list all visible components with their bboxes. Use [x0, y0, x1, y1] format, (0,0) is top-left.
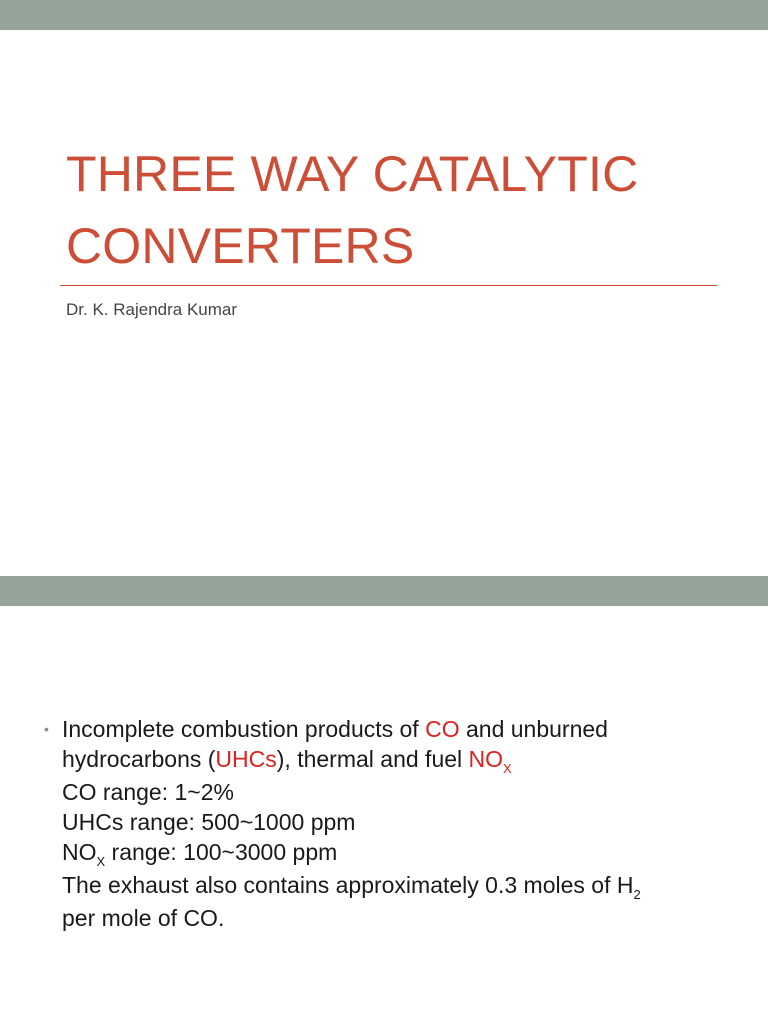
bullet-text-line-2	[44, 744, 724, 774]
text-segment: range: 100~3000 ppm	[105, 839, 338, 865]
text-segment: ), thermal and fuel	[276, 746, 469, 772]
top-header-bar	[0, 0, 768, 30]
highlight-uhcs: UHCs	[215, 746, 277, 772]
slide-title-line-2: CONVERTERS	[66, 218, 415, 274]
exhaust-line-2: per mole of CO.	[62, 905, 225, 931]
slide-body	[44, 714, 724, 933]
author-subtitle: Dr. K. Rajendra Kumar	[66, 300, 238, 319]
slide-title-line-1: THREE WAY CATALYTIC	[66, 146, 639, 202]
text-segment: hydrocarbons (	[62, 746, 216, 772]
text-segment: The exhaust also contains approximately 0.3 moles of H	[62, 872, 634, 898]
title-divider	[60, 285, 717, 286]
bullet-text	[62, 716, 608, 742]
slide-title	[66, 138, 726, 282]
text-segment: and unburned	[459, 716, 608, 742]
exhaust-line-1	[44, 870, 724, 900]
co-range-line: CO range: 1~2%	[62, 779, 234, 805]
highlight-nox-subscript: X	[503, 761, 512, 776]
bullet-icon: •	[44, 721, 49, 737]
text-segment: Incomplete combustion products of	[62, 716, 426, 742]
uhc-range-line: UHCs range: 500~1000 ppm	[62, 809, 356, 835]
text-segment: NO	[62, 839, 97, 865]
slide-separator-bar	[0, 576, 768, 606]
h2-subscript: 2	[633, 887, 641, 902]
nox-subscript: X	[96, 854, 106, 869]
bullet-item	[44, 714, 724, 744]
highlight-co: CO	[425, 716, 460, 742]
nox-range-line	[44, 837, 724, 867]
highlight-nox: NO	[468, 746, 504, 772]
